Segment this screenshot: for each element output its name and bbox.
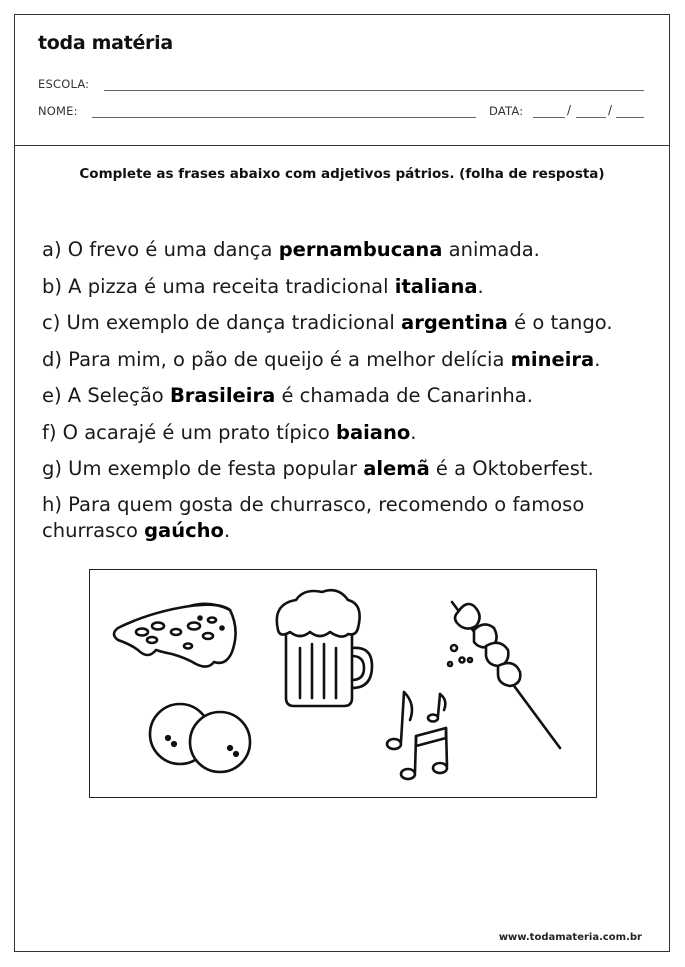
date-month-field[interactable] [576,117,606,118]
answer: italiana [394,274,478,298]
sentence-text: é chamada de Canarinha. [275,384,533,407]
skewer-icon [448,602,560,748]
sentence-f [42,415,642,452]
date-day-field[interactable] [533,117,565,118]
sentence-text: . [410,420,417,444]
sentence-g [42,451,642,488]
sentence-text: g) Um exemplo de festa popular [42,457,364,480]
sentence-text: c) Um exemplo de dança tradicional [42,311,402,334]
sentence-text: . [477,274,484,298]
name-label: NOME: [38,104,78,118]
sentence-text: d) Para mim, o pão de queijo é a melhor delícia [42,347,511,371]
footer-url[interactable]: www.todamateria.com.br [498,932,642,943]
sentence-text: é a Oktoberfest. [429,457,594,480]
pizza-slice-icon [114,604,236,667]
answer: Brasileira [169,384,276,407]
sentence-text: e) A Seleção [42,384,170,407]
answer: alemã [363,457,430,480]
header-divider [14,145,670,146]
sentence-b [42,269,642,306]
sentence-text: . [594,347,601,371]
school-label: ESCOLA: [38,77,90,91]
sentence-text: . [223,518,231,542]
answer: gaúcho [144,518,224,542]
school-field[interactable] [104,90,644,91]
answer: mineira [510,347,595,371]
sentence-a [42,232,642,269]
illustration-box [89,569,597,798]
date-label: DATA: [489,104,524,118]
sentence-text: f) O acarajé é um prato típico [42,420,336,444]
name-field[interactable] [92,117,476,118]
date-year-field[interactable] [616,117,644,118]
sentence-e [42,378,642,415]
cheese-bread-icon [150,704,250,772]
answer: baiano [336,420,411,444]
beer-mug-icon [277,590,372,706]
sentence-text: é o tango. [507,311,613,334]
sentence-c [42,305,642,342]
music-notes-icon [387,692,447,779]
sentence-d [42,342,642,379]
sentence-text: b) A pizza é uma receita tradicional [42,274,395,298]
instructions: Complete as frases abaixo com adjetivos pátrios. (folha de resposta) [79,166,605,182]
date-separator: / [608,103,613,117]
sentence-list [42,232,642,544]
date-separator: / [567,103,572,117]
sentence-text: a) O frevo é uma dança [42,238,279,261]
logo: toda matéria [38,32,173,54]
sentence-text: animada. [442,238,540,261]
answer: argentina [401,311,508,334]
sentence-h [42,492,642,544]
answer: pernambucana [278,238,443,261]
sentence-text: h) Para quem gosta de churrasco, recomendo o famoso churrasco [42,492,585,542]
